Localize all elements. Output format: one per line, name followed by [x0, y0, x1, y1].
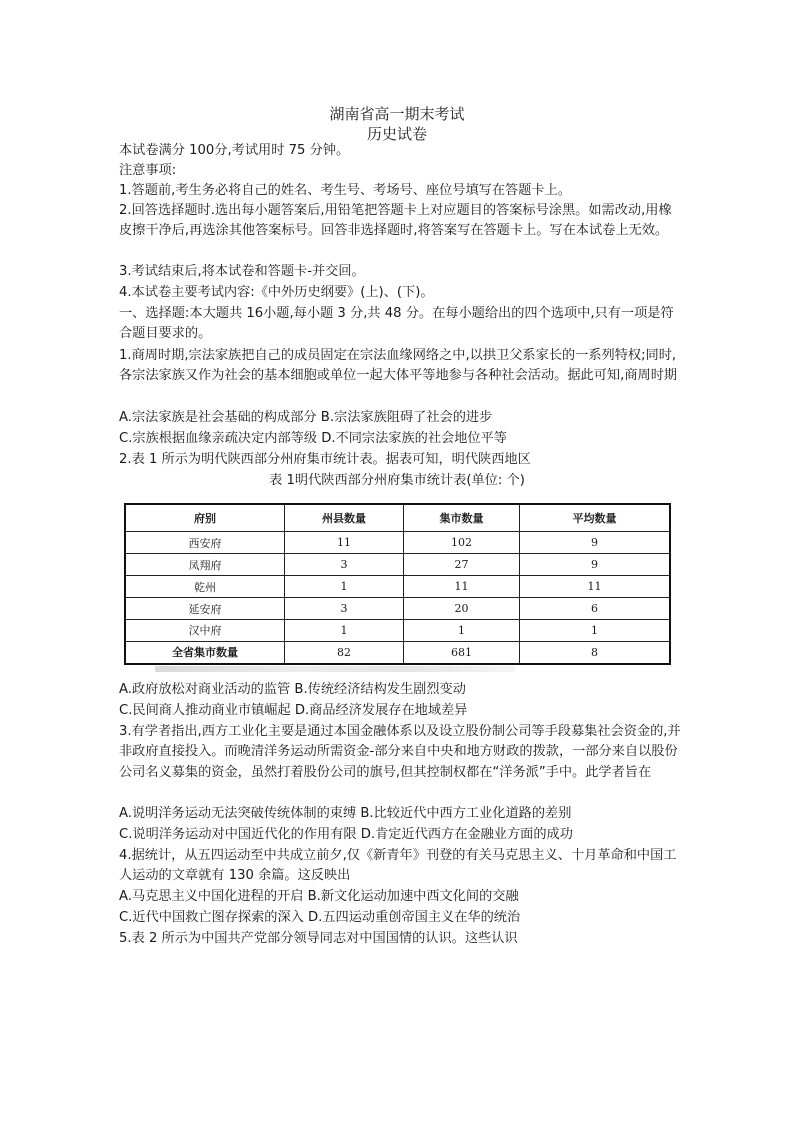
notice-heading: 注意事项:	[119, 163, 177, 178]
table-cell: 1	[404, 620, 520, 642]
table-cell: 8	[520, 641, 671, 664]
question-1-options-ab: A.宗法家族是社会基础的构成部分 B.宗法家族阻碍了社会的进步	[119, 410, 493, 425]
table-cell: 1	[285, 620, 404, 642]
notice-item-3: 3.考试结束后,将本试卷和答题卡-并交回。	[119, 264, 365, 279]
question-3-stem: 3.有学者指出,西方工业化主要是通过本国金融体系以及设立股份制公司等手段募集社会资金的,并非政府直接投入。而晚清洋务运动所需资金-部分来自中央和地方财政的拨款，一部分来自以股份公司名义募集的资金，虽然打着股份公司的旗号,但其控制权都在“洋务派”手中。此学者旨在	[119, 724, 681, 780]
score-time-note: 本试卷满分 100分,考试用时 75 分钟。	[119, 143, 350, 158]
table-row	[125, 532, 670, 554]
question-4-options-cd: C.近代中国救亡图存探索的深入 D.五四运动重创帝国主义在华的统治	[119, 910, 521, 925]
table-cell: 1	[285, 576, 404, 598]
table-row	[125, 598, 670, 620]
table-caption: 表 1明代陕西部分州府集市统计表(单位: 个)	[269, 473, 525, 488]
scan-smudge	[155, 666, 515, 672]
table-cell: 681	[404, 641, 520, 664]
table-cell: 乾州	[125, 576, 285, 598]
table-cell: 凤翔府	[125, 554, 285, 576]
table-header-cell: 州县数量	[285, 504, 404, 532]
table-header-cell: 集市数量	[404, 504, 520, 532]
table-cell: 11	[285, 532, 404, 554]
table-cell: 延安府	[125, 598, 285, 620]
question-2-options-cd: C.民间商人推动商业市镇崛起 D.商品经济发展存在地域差异	[119, 703, 468, 718]
table-header-row	[125, 504, 670, 532]
table-cell: 6	[520, 598, 671, 620]
table-header-cell: 府别	[125, 504, 285, 532]
question-2-stem: 2.表 1 所示为明代陕西部分州府集市统计表。据表可知，明代陕西地区	[119, 452, 531, 467]
section-heading: 一、选择题:本大题共 16小题,每小题 3 分,共 48 分。在每小题给出的四个选项中,只有一项是符合题目要求的。	[119, 306, 674, 342]
table-cell: 西安府	[125, 532, 285, 554]
exam-subtitle: 历史试卷	[366, 125, 427, 143]
table-cell: 82	[285, 641, 404, 664]
question-3-options-cd: C.说明洋务运动对中国近代化的作用有限 D.肯定近代西方在金融业方面的成功	[119, 827, 573, 842]
table-cell: 9	[520, 532, 671, 554]
question-5-stem: 5.表 2 所示为中国共产党部分领导同志对中国国情的认识。这些认识	[119, 931, 518, 946]
table-cell: 20	[404, 598, 520, 620]
question-1-stem: 1.商周时期,宗法家族把自己的成员固定在宗法血缘网络之中,以拱卫父系家长的一系列特权;同时,各宗法家族又作为社会的基本细胞或单位一起大体平等地参与各种社会活动。据此可知,商周时期	[119, 348, 678, 384]
question-4-options-ab: A.马克思主义中国化进程的开启 B.新文化运动加速中西文化间的交融	[119, 889, 519, 904]
table-cell: 3	[285, 598, 404, 620]
table-row	[125, 620, 670, 642]
question-3-options-ab: A.说明洋务运动无法突破传统体制的束缚 B.比较近代中西方工业化道路的差别	[119, 806, 572, 821]
question-2-options-ab: A.政府放松对商业活动的监管 B.传统经济结构发生剧烈变动	[119, 682, 466, 697]
table-cell: 102	[404, 532, 520, 554]
notice-item-1: 1.答题前,考生务必将自己的姓名、考生号、考场号、座位号填写在答题卡上。	[119, 183, 571, 198]
table-cell: 27	[404, 554, 520, 576]
table-row	[125, 554, 670, 576]
table-cell: 全省集市数量	[125, 641, 285, 664]
market-statistics-table	[124, 503, 671, 665]
exam-title: 湖南省高一期末考试	[329, 105, 465, 123]
notice-item-4: 4.本试卷主要考试内容:《中外历史纲要》(上)、(下)。	[119, 285, 434, 300]
table-cell: 3	[285, 554, 404, 576]
table-cell: 1	[520, 620, 671, 642]
table-row	[125, 576, 670, 598]
table-cell: 9	[520, 554, 671, 576]
table-cell: 11	[520, 576, 671, 598]
table-row	[125, 641, 670, 664]
table-cell: 汉中府	[125, 620, 285, 642]
question-4-stem: 4.据统计，从五四运动至中共成立前夕,仅《新青年》刊登的有关马克思主义、十月革命和中国工人运动的文章就有 130 余篇。这反映出	[119, 848, 677, 884]
notice-item-2: 2.回答选择题时.选出每小题答案后,用铅笔把答题卡上对应题目的答案标号涂黑。如需改动,用橡皮擦干净后,再选涂其他答案标号。回答非选择题时,将答案写在答题卡上。写在本试卷上无效。	[119, 203, 672, 239]
table-header-cell: 平均数量	[520, 504, 671, 532]
question-1-options-cd: C.宗族根据血缘亲疏决定内部等级 D.不同宗法家族的社会地位平等	[119, 431, 507, 446]
table-cell: 11	[404, 576, 520, 598]
